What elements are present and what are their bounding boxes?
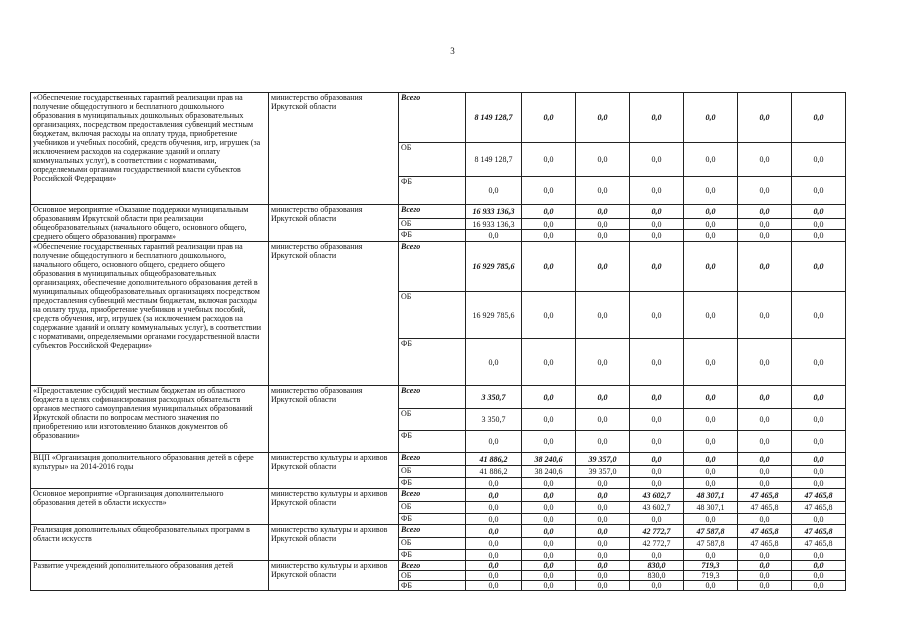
funding-source-label: Всего (399, 489, 466, 502)
amount-cell: 0,0 (522, 242, 576, 292)
amount-cell: 0,0 (738, 478, 792, 489)
amount-cell: 0,0 (684, 93, 738, 143)
amount-cell: 0,0 (630, 177, 684, 205)
amount-cell: 0,0 (792, 550, 846, 561)
amount-cell: 0,0 (522, 93, 576, 143)
amount-cell: 0,0 (522, 525, 576, 538)
amount-cell: 47 465,8 (738, 538, 792, 550)
funding-source-label: ФБ (399, 514, 466, 525)
amount-cell: 0,0 (630, 205, 684, 219)
table-body (31, 93, 846, 591)
amount-cell: 0,0 (738, 143, 792, 177)
amount-cell: 41 886,2 (466, 466, 522, 478)
amount-cell: 0,0 (792, 409, 846, 431)
amount-cell: 0,0 (738, 177, 792, 205)
responsible-organization: министерство образования Иркутской области (269, 205, 399, 242)
amount-cell: 0,0 (684, 230, 738, 242)
amount-cell: 0,0 (576, 489, 630, 502)
table-row (31, 386, 846, 409)
amount-cell: 39 357,0 (576, 466, 630, 478)
amount-cell: 0,0 (792, 177, 846, 205)
amount-cell: 47 587,8 (684, 538, 738, 550)
amount-cell: 0,0 (684, 453, 738, 466)
amount-cell: 48 307,1 (684, 502, 738, 514)
amount-cell: 0,0 (576, 550, 630, 561)
amount-cell: 830,0 (630, 571, 684, 581)
funding-source-label: ФБ (399, 478, 466, 489)
amount-cell: 0,0 (522, 581, 576, 591)
table-row (31, 205, 846, 219)
amount-cell: 0,0 (522, 431, 576, 453)
amount-cell: 0,0 (576, 571, 630, 581)
amount-cell: 16 929 785,6 (466, 242, 522, 292)
responsible-organization: министерство образования Иркутской области (269, 386, 399, 453)
table-row (31, 93, 846, 143)
amount-cell: 0,0 (466, 339, 522, 386)
amount-cell: 8 149 128,7 (466, 93, 522, 143)
responsible-organization: министерство культуры и архивов Иркутской области (269, 561, 399, 591)
amount-cell: 0,0 (738, 339, 792, 386)
amount-cell: 0,0 (576, 409, 630, 431)
amount-cell: 0,0 (522, 489, 576, 502)
amount-cell: 0,0 (792, 93, 846, 143)
amount-cell: 0,0 (792, 339, 846, 386)
amount-cell: 0,0 (738, 205, 792, 219)
amount-cell: 0,0 (792, 453, 846, 466)
amount-cell: 0,0 (630, 431, 684, 453)
amount-cell: 0,0 (576, 514, 630, 525)
amount-cell: 0,0 (466, 431, 522, 453)
amount-cell: 47 587,8 (684, 525, 738, 538)
funding-source-label: Всего (399, 453, 466, 466)
amount-cell: 0,0 (522, 218, 576, 230)
amount-cell: 0,0 (738, 386, 792, 409)
funding-source-label: ОБ (399, 571, 466, 581)
funding-source-label: ОБ (399, 466, 466, 478)
amount-cell: 0,0 (738, 230, 792, 242)
amount-cell: 0,0 (792, 466, 846, 478)
amount-cell: 0,0 (630, 218, 684, 230)
amount-cell: 0,0 (576, 242, 630, 292)
amount-cell: 0,0 (522, 571, 576, 581)
table-row (31, 489, 846, 502)
amount-cell: 0,0 (792, 230, 846, 242)
responsible-organization: министерство образования Иркутской области (269, 242, 399, 386)
amount-cell: 38 240,6 (522, 453, 576, 466)
amount-cell: 0,0 (630, 386, 684, 409)
amount-cell: 0,0 (576, 339, 630, 386)
amount-cell: 0,0 (466, 538, 522, 550)
responsible-organization: министерство культуры и архивов Иркутской области (269, 453, 399, 489)
amount-cell: 830,0 (630, 561, 684, 571)
amount-cell: 0,0 (630, 514, 684, 525)
amount-cell: 0,0 (792, 478, 846, 489)
amount-cell: 0,0 (522, 143, 576, 177)
amount-cell: 0,0 (792, 143, 846, 177)
amount-cell: 0,0 (792, 205, 846, 219)
activity-name: Развитие учреждений дополнительного образования детей (31, 561, 269, 591)
amount-cell: 0,0 (576, 525, 630, 538)
amount-cell: 0,0 (738, 242, 792, 292)
amount-cell: 0,0 (522, 205, 576, 219)
amount-cell: 0,0 (466, 571, 522, 581)
amount-cell: 0,0 (522, 502, 576, 514)
funding-source-label: ОБ (399, 218, 466, 230)
funding-source-label: Всего (399, 561, 466, 571)
amount-cell: 16 929 785,6 (466, 292, 522, 339)
amount-cell: 8 149 128,7 (466, 143, 522, 177)
activity-name: «Предоставление субсидий местным бюджетам из областного бюджета в целях софинансирования расходных обязательств органов местного самоуправления муниципальных образований Иркутской области по вопросам местного значения по приобретению или изготовлению бланков документов об образовании» (31, 386, 269, 453)
amount-cell: 0,0 (738, 93, 792, 143)
table-row (31, 561, 846, 571)
amount-cell: 0,0 (792, 514, 846, 525)
amount-cell: 0,0 (522, 230, 576, 242)
amount-cell: 43 602,7 (630, 489, 684, 502)
amount-cell: 0,0 (630, 143, 684, 177)
amount-cell: 0,0 (738, 453, 792, 466)
amount-cell: 0,0 (576, 177, 630, 205)
funding-source-label: ФБ (399, 550, 466, 561)
funding-source-label: Всего (399, 93, 466, 143)
amount-cell: 0,0 (738, 571, 792, 581)
amount-cell: 0,0 (738, 292, 792, 339)
amount-cell: 0,0 (792, 242, 846, 292)
amount-cell: 0,0 (684, 339, 738, 386)
program-funding-table (30, 92, 846, 591)
amount-cell: 47 465,8 (792, 502, 846, 514)
amount-cell: 47 465,8 (738, 502, 792, 514)
amount-cell: 0,0 (684, 409, 738, 431)
amount-cell: 0,0 (576, 502, 630, 514)
funding-source-label: ФБ (399, 339, 466, 386)
amount-cell: 0,0 (684, 550, 738, 561)
amount-cell: 3 350,7 (466, 386, 522, 409)
amount-cell: 0,0 (466, 561, 522, 571)
amount-cell: 0,0 (466, 230, 522, 242)
amount-cell: 0,0 (466, 478, 522, 489)
funding-source-label: ОБ (399, 409, 466, 431)
funding-source-label: ОБ (399, 143, 466, 177)
amount-cell: 0,0 (576, 431, 630, 453)
amount-cell: 0,0 (684, 466, 738, 478)
amount-cell: 0,0 (792, 292, 846, 339)
amount-cell: 0,0 (684, 242, 738, 292)
funding-source-label: ФБ (399, 431, 466, 453)
amount-cell: 0,0 (630, 292, 684, 339)
amount-cell: 47 465,8 (792, 489, 846, 502)
amount-cell: 719,3 (684, 571, 738, 581)
amount-cell: 0,0 (684, 514, 738, 525)
activity-name: Основное мероприятие «Организация дополнительного образования детей в области искусств» (31, 489, 269, 525)
amount-cell: 42 772,7 (630, 538, 684, 550)
amount-cell: 16 933 136,3 (466, 218, 522, 230)
amount-cell: 0,0 (522, 478, 576, 489)
table-row (31, 453, 846, 466)
amount-cell: 0,0 (738, 561, 792, 571)
amount-cell: 0,0 (522, 538, 576, 550)
amount-cell: 0,0 (684, 218, 738, 230)
amount-cell: 0,0 (466, 525, 522, 538)
amount-cell: 0,0 (466, 550, 522, 561)
amount-cell: 41 886,2 (466, 453, 522, 466)
amount-cell: 47 465,8 (792, 538, 846, 550)
amount-cell: 0,0 (684, 431, 738, 453)
funding-source-label: Всего (399, 525, 466, 538)
amount-cell: 0,0 (684, 143, 738, 177)
amount-cell: 0,0 (684, 581, 738, 591)
amount-cell: 0,0 (576, 561, 630, 571)
amount-cell: 0,0 (466, 502, 522, 514)
funding-source-label: ОБ (399, 292, 466, 339)
responsible-organization: министерство культуры и архивов Иркутской области (269, 489, 399, 525)
amount-cell: 0,0 (576, 143, 630, 177)
amount-cell: 0,0 (576, 218, 630, 230)
amount-cell: 0,0 (738, 431, 792, 453)
amount-cell: 0,0 (522, 409, 576, 431)
amount-cell: 0,0 (684, 177, 738, 205)
amount-cell: 0,0 (738, 409, 792, 431)
amount-cell: 39 357,0 (576, 453, 630, 466)
amount-cell: 0,0 (792, 561, 846, 571)
funding-source-label: ОБ (399, 538, 466, 550)
amount-cell: 0,0 (576, 386, 630, 409)
amount-cell: 0,0 (466, 177, 522, 205)
amount-cell: 0,0 (738, 550, 792, 561)
amount-cell: 0,0 (522, 550, 576, 561)
responsible-organization: министерство образования Иркутской области (269, 93, 399, 205)
amount-cell: 0,0 (576, 292, 630, 339)
amount-cell: 0,0 (630, 453, 684, 466)
funding-source-label: ФБ (399, 177, 466, 205)
amount-cell: 0,0 (792, 571, 846, 581)
amount-cell: 0,0 (466, 489, 522, 502)
amount-cell: 0,0 (792, 431, 846, 453)
amount-cell: 0,0 (630, 550, 684, 561)
amount-cell: 0,0 (522, 386, 576, 409)
responsible-organization: министерство культуры и архивов Иркутской области (269, 525, 399, 561)
amount-cell: 0,0 (684, 478, 738, 489)
amount-cell: 38 240,6 (522, 466, 576, 478)
funding-source-label: Всего (399, 242, 466, 292)
amount-cell: 0,0 (630, 242, 684, 292)
amount-cell: 16 933 136,3 (466, 205, 522, 219)
activity-name: «Обеспечение государственных гарантий реализации прав на получение общедоступного и бесплатного дошкольного образования в муниципальных дошкольных образовательных организациях, посредством предоставления субвенций местным бюджетам, включая расходы на оплату труда, приобретение учебников и учебных пособий, средств обучения, игр, игрушек (за исключением расходов на содержание зданий и оплату коммунальных услуг), в соответствии с нормативами, определяемыми органами государственной власти субъектов Российской Федерации» (31, 93, 269, 205)
amount-cell: 0,0 (630, 339, 684, 386)
amount-cell: 0,0 (684, 386, 738, 409)
funding-source-label: Всего (399, 386, 466, 409)
amount-cell: 47 465,8 (738, 525, 792, 538)
amount-cell: 0,0 (630, 409, 684, 431)
amount-cell: 0,0 (792, 218, 846, 230)
amount-cell: 42 772,7 (630, 525, 684, 538)
funding-source-label: ФБ (399, 581, 466, 591)
amount-cell: 0,0 (576, 581, 630, 591)
activity-name: Реализация дополнительных общеобразовательных программ в области искусств (31, 525, 269, 561)
amount-cell: 0,0 (630, 466, 684, 478)
amount-cell: 0,0 (522, 514, 576, 525)
amount-cell: 3 350,7 (466, 409, 522, 431)
amount-cell: 0,0 (466, 581, 522, 591)
page-number: 3 (450, 46, 455, 56)
amount-cell: 0,0 (522, 292, 576, 339)
amount-cell: 0,0 (792, 386, 846, 409)
amount-cell: 0,0 (630, 93, 684, 143)
amount-cell: 0,0 (466, 514, 522, 525)
amount-cell: 0,0 (522, 339, 576, 386)
amount-cell: 0,0 (630, 230, 684, 242)
amount-cell: 0,0 (792, 581, 846, 591)
amount-cell: 0,0 (738, 514, 792, 525)
funding-source-label: Всего (399, 205, 466, 219)
amount-cell: 43 602,7 (630, 502, 684, 514)
amount-cell: 0,0 (738, 581, 792, 591)
amount-cell: 0,0 (522, 561, 576, 571)
amount-cell: 0,0 (630, 478, 684, 489)
table-row (31, 525, 846, 538)
amount-cell: 0,0 (684, 205, 738, 219)
amount-cell: 0,0 (576, 205, 630, 219)
amount-cell: 0,0 (684, 292, 738, 339)
amount-cell: 0,0 (522, 177, 576, 205)
amount-cell: 0,0 (738, 218, 792, 230)
funding-source-label: ФБ (399, 230, 466, 242)
activity-name: ВЦП «Организация дополнительного образования детей в сфере культуры» на 2014-2016 годы (31, 453, 269, 489)
table-row (31, 242, 846, 292)
amount-cell: 0,0 (576, 230, 630, 242)
amount-cell: 0,0 (576, 93, 630, 143)
amount-cell: 47 465,8 (738, 489, 792, 502)
amount-cell: 47 465,8 (792, 525, 846, 538)
amount-cell: 0,0 (630, 581, 684, 591)
amount-cell: 0,0 (576, 478, 630, 489)
amount-cell: 719,3 (684, 561, 738, 571)
activity-name: Основное мероприятие «Оказание поддержки муниципальным образованиям Иркутской области при реализации общеобразовательных (начального общего, основного общего, среднего общего образования) программ» (31, 205, 269, 242)
amount-cell: 48 307,1 (684, 489, 738, 502)
funding-source-label: ОБ (399, 502, 466, 514)
activity-name: «Обеспечение государственных гарантий реализации прав на получение общедоступного и бесплатного дошкольного, начального общего, основного общего, среднего общего образования в муниципальных общеобразовательных организациях, обеспечение дополнительного образования детей в муниципальных общеобразовательных организациях посредством предоставления субвенций местным бюджетам, включая расходы на оплату труда, приобретение учебников и учебных пособий, средств обучения, игр, игрушек (за исключением расходов на содержание зданий и оплату коммунальных услуг), в соответствии с нормативами, определяемыми органами государственной власти субъектов Российской Федерации» (31, 242, 269, 386)
amount-cell: 0,0 (576, 538, 630, 550)
amount-cell: 0,0 (738, 466, 792, 478)
